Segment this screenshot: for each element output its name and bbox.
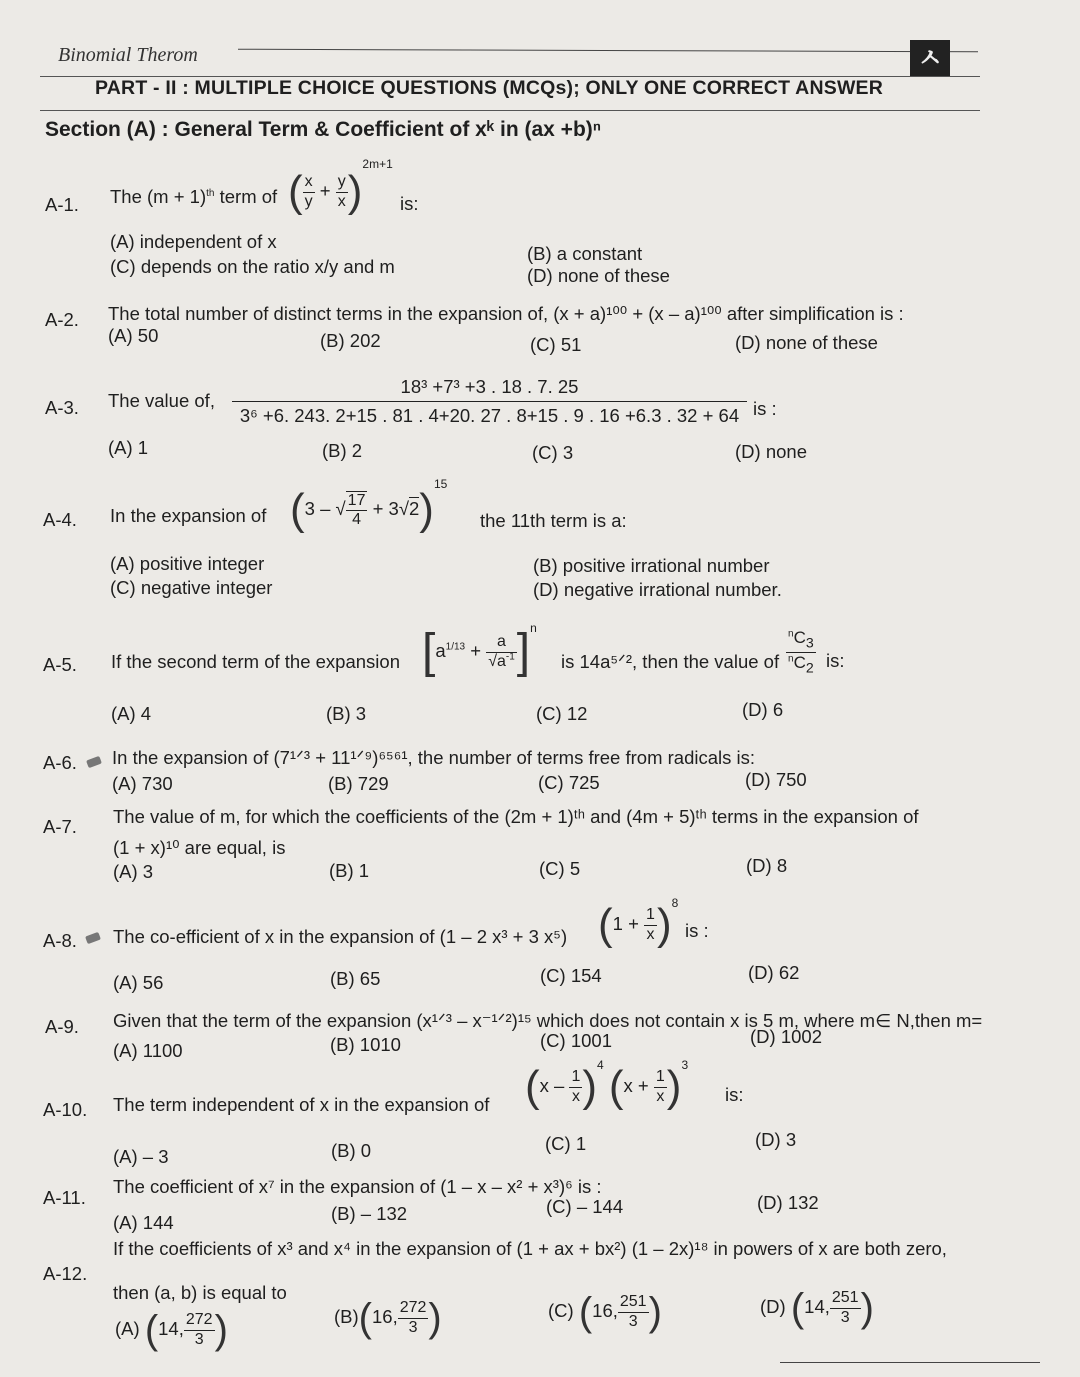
option-c[interactable]: (C) negative integer bbox=[110, 577, 273, 598]
question-number: A-8. bbox=[43, 930, 77, 951]
option-d[interactable]: (D) 6 bbox=[742, 699, 784, 720]
option-a[interactable]: (A) 730 bbox=[112, 773, 173, 794]
math-expression: ( $\frac{x}{y}$ + $\frac{y}{x}$ )$^{2m+1}$ bbox=[288, 157, 393, 216]
option-b[interactable]: (B) 2 bbox=[322, 440, 363, 461]
option-a[interactable]: (A) 1 bbox=[108, 437, 149, 458]
question-text: In the expansion of (7¹ᐟ³ + 11¹ᐟ⁹)⁶⁵⁶¹, the number of terms free from radicals is: bbox=[112, 747, 756, 768]
question-tail: is: bbox=[826, 650, 845, 671]
math-fraction: $\frac{^nC_3}{^nC_2}$ bbox=[788, 628, 814, 677]
option-c[interactable]: (C) depends on the ratio x/y and m bbox=[110, 256, 395, 277]
option-a[interactable]: (A) 1100 bbox=[113, 1040, 183, 1061]
option-d[interactable]: (D) none of these bbox=[527, 265, 670, 286]
option-a[interactable]: (A) 4 bbox=[111, 703, 152, 724]
option-b[interactable]: (B) positive irrational number bbox=[533, 555, 770, 576]
math-expression: (x – $\frac{1}{x}$ )$^4$ (x + $\frac{1}{x}$ )$^3$ bbox=[525, 1058, 689, 1111]
question-text: The value of, bbox=[108, 390, 215, 411]
option-a[interactable]: (A) (14, $\frac{272}{3}$ ) bbox=[115, 1308, 228, 1352]
option-b[interactable]: (B) 729 bbox=[328, 773, 389, 794]
footer-rule bbox=[780, 1362, 1040, 1363]
question-number: A-12. bbox=[43, 1263, 88, 1284]
question-number: A-5. bbox=[43, 654, 77, 675]
option-c[interactable]: (C) (16, $\frac{251}{3}$ ) bbox=[548, 1290, 662, 1334]
pen-mark-icon bbox=[86, 756, 102, 768]
option-d[interactable]: (D) 750 bbox=[745, 769, 807, 790]
option-b[interactable]: (B) 3 bbox=[326, 703, 367, 724]
option-a[interactable]: (A) independent of x bbox=[110, 231, 277, 252]
section-heading: Section (A) : General Term & Coefficient of xᵏ in (ax +b)ⁿ bbox=[45, 118, 602, 141]
question-number: A-1. bbox=[45, 194, 79, 215]
math-fraction: 18³ +7³ +3 . 18 . 7. 25 3⁶ +6. 243. 2+15 . 81 . 4+20. 27 . 8+15 . 9 . 16 +6.3 . 32 + 64 bbox=[232, 376, 747, 427]
option-b[interactable]: (B) 1 bbox=[329, 860, 370, 881]
divider bbox=[40, 110, 980, 111]
option-b[interactable]: (B) 202 bbox=[320, 330, 381, 351]
question-tail: is: bbox=[400, 193, 419, 214]
option-a[interactable]: (A) 50 bbox=[108, 325, 159, 346]
question-number: A-10. bbox=[43, 1099, 88, 1120]
publisher-logo-icon: ㅅ bbox=[910, 40, 950, 76]
option-c[interactable]: (C) – 144 bbox=[546, 1196, 624, 1217]
question-text: In the expansion of bbox=[110, 505, 267, 526]
option-a[interactable]: (A) positive integer bbox=[110, 553, 265, 574]
question-text: The $(m + 1)^{th}$ term of bbox=[110, 186, 278, 207]
option-d[interactable]: (D) none of these bbox=[735, 332, 878, 353]
question-text: The coefficient of x⁷ in the expansion of (1 – x – x² + x³)⁶ is : bbox=[113, 1176, 602, 1197]
question-number: A-11. bbox=[43, 1187, 86, 1208]
option-c[interactable]: (C) 5 bbox=[539, 858, 581, 879]
question-number: A-9. bbox=[45, 1016, 79, 1037]
option-d[interactable]: (D) 3 bbox=[755, 1129, 797, 1150]
pen-mark-icon bbox=[85, 932, 101, 944]
question-text: The total number of distinct terms in the expansion of, (x + a)¹⁰⁰ + (x – a)¹⁰⁰ after simplification is : bbox=[108, 303, 904, 324]
question-text: The co-efficient of x in the expansion of (1 – 2 x³ + 3 x⁵) bbox=[113, 926, 568, 947]
question-text: The value of m, for which the coefficients of the (2m + 1)ᵗʰ and (4m + 5)ᵗʰ terms in the expansion of bbox=[113, 806, 919, 827]
option-d[interactable]: (D) 62 bbox=[748, 962, 800, 983]
option-c[interactable]: (C) 3 bbox=[532, 442, 574, 463]
option-c[interactable]: (C) 1001 bbox=[540, 1030, 612, 1051]
option-d[interactable]: (D) (14, $\frac{251}{3}$ ) bbox=[760, 1286, 874, 1330]
question-number: A-3. bbox=[45, 397, 79, 418]
option-c[interactable]: (C) 154 bbox=[540, 965, 602, 986]
option-c[interactable]: (C) 12 bbox=[536, 703, 588, 724]
header-rule bbox=[238, 49, 978, 53]
question-number: A-7. bbox=[43, 816, 77, 837]
question-tail: is : bbox=[685, 920, 709, 941]
question-text: If the second term of the expansion bbox=[111, 651, 400, 672]
question-text: Given that the term of the expansion (x¹ᐟ³ – x⁻¹ᐟ²)¹⁵ which does not contain x is 5 m, where m∈ N,then m= bbox=[113, 1010, 983, 1031]
question-text-line2: (1 + x)¹⁰ are equal, is bbox=[113, 837, 286, 858]
option-c[interactable]: (C) 51 bbox=[530, 334, 582, 355]
option-d[interactable]: (D) negative irrational number. bbox=[533, 579, 782, 600]
question-text: If the coefficients of x³ and x⁴ in the expansion of (1 + ax + bx²) (1 – 2x)¹⁸ in powers of x are both zero, bbox=[113, 1238, 947, 1259]
option-c[interactable]: (C) 725 bbox=[538, 772, 600, 793]
option-b[interactable]: (B) 65 bbox=[330, 968, 381, 989]
part-heading: PART - II : MULTIPLE CHOICE QUESTIONS (MCQs); ONLY ONE CORRECT ANSWER bbox=[95, 77, 884, 99]
option-a[interactable]: (A) 3 bbox=[113, 861, 154, 882]
option-b[interactable]: (B) – 132 bbox=[331, 1203, 408, 1224]
option-a[interactable]: (A) – 3 bbox=[113, 1146, 169, 1167]
option-d[interactable]: (D) 8 bbox=[746, 855, 788, 876]
math-expression: (1 + $\frac{1}{x}$ )$^8$ bbox=[598, 896, 679, 949]
chapter-title: Binomial Therom bbox=[58, 44, 198, 66]
option-a[interactable]: (A) 56 bbox=[113, 972, 164, 993]
math-expression: (3 – √ $\frac{17}{4}$ + 3√2)$^{15}$ bbox=[290, 477, 448, 534]
option-d[interactable]: (D) 1002 bbox=[750, 1026, 822, 1047]
question-mid: is 14a⁵ᐟ², then the value of bbox=[561, 651, 780, 672]
question-number: A-6. bbox=[43, 752, 77, 773]
option-b[interactable]: (B) 1010 bbox=[330, 1034, 401, 1055]
question-number: A-2. bbox=[45, 309, 79, 330]
question-tail: is: bbox=[725, 1084, 744, 1105]
question-number: A-4. bbox=[43, 509, 77, 530]
question-text: The term independent of x in the expansion of bbox=[113, 1094, 490, 1115]
question-tail: the 11th term is a: bbox=[480, 510, 627, 531]
question-text-line2: then (a, b) is equal to bbox=[113, 1282, 287, 1303]
option-b[interactable]: (B) 0 bbox=[331, 1140, 372, 1161]
option-d[interactable]: (D) 132 bbox=[757, 1192, 819, 1213]
option-a[interactable]: (A) 144 bbox=[113, 1212, 174, 1233]
math-expression: [$a^{1/13}$ + $\frac{a}{√a^{-1}}$ ]$^n$ bbox=[422, 621, 537, 678]
question-tail: is : bbox=[753, 398, 777, 419]
option-c[interactable]: (C) 1 bbox=[545, 1133, 587, 1154]
option-d[interactable]: (D) none bbox=[735, 441, 807, 462]
option-b[interactable]: (B)(16, $\frac{272}{3}$ ) bbox=[334, 1296, 442, 1340]
option-b[interactable]: (B) a constant bbox=[527, 243, 643, 264]
